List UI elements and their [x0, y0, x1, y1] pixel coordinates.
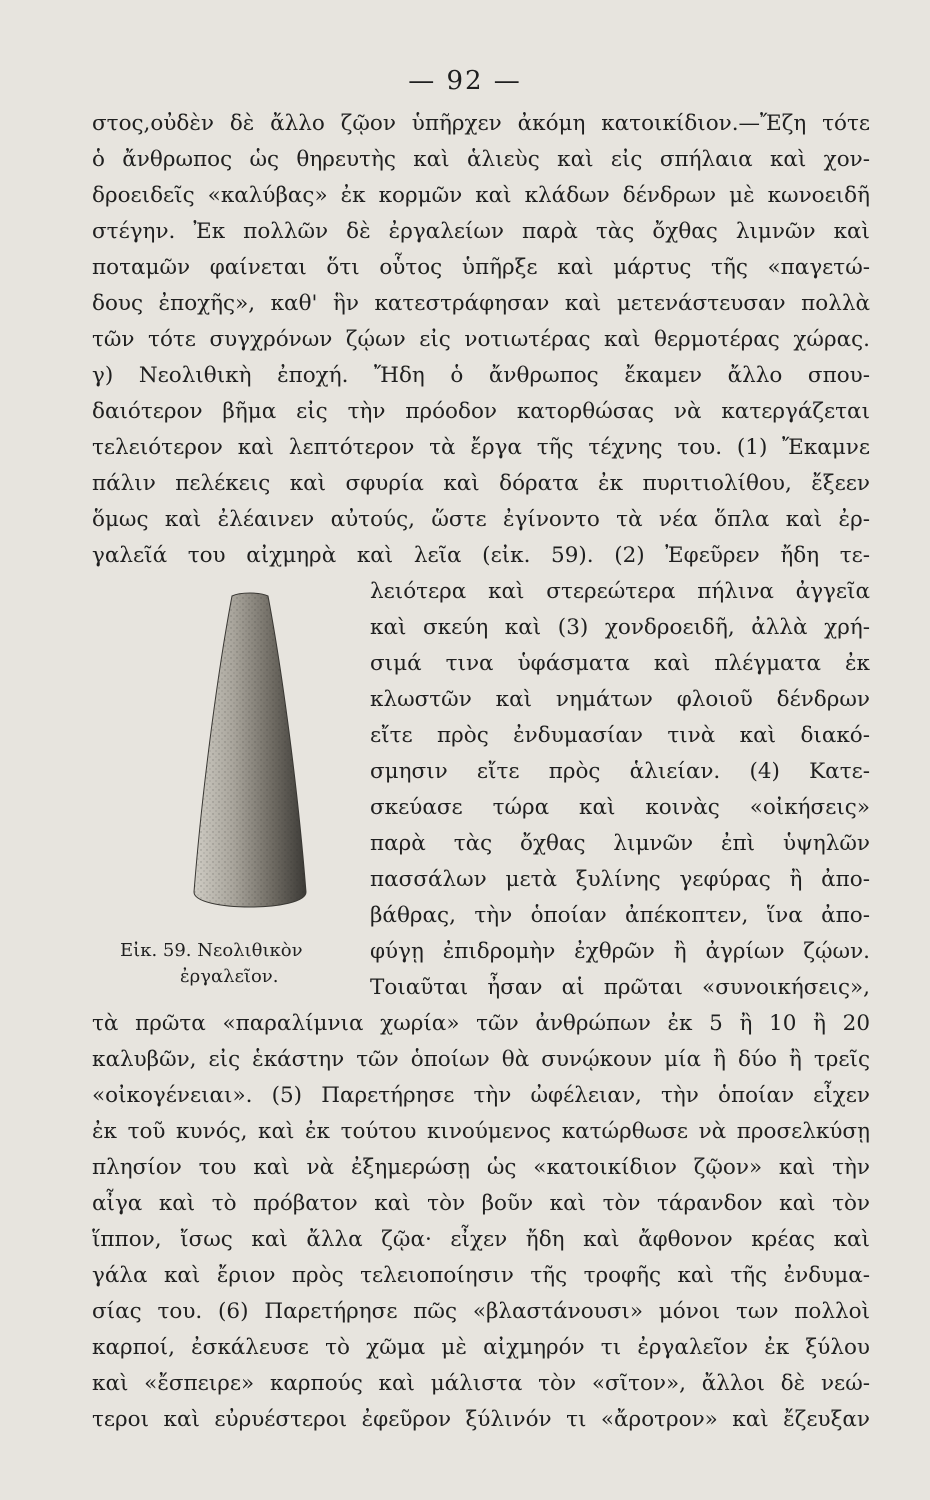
text-line: ἐκ τοῦ κυνός, καὶ ἐκ τούτου κινούμενος κατώρθωσε νὰ προσελκύσῃ [92, 1119, 870, 1144]
neolithic-tool-figure [170, 590, 330, 920]
text-line: πλησίον του καὶ νὰ ἐξημερώσῃ ὡς «κατοικίδιον ζῷον» καὶ τὴν [92, 1155, 870, 1180]
text-line: βάθρας, τὴν ὁποίαν ἀπέκοπτεν, ἵνα ἀπο- [370, 903, 870, 928]
text-line: καὶ σκεύη καὶ (3) χονδροειδῆ, ἀλλὰ χρή- [370, 615, 870, 640]
text-line: καλυβῶν, εἰς ἑκάστην τῶν ὁποίων θὰ συνῴκουν μία ἢ δύο ἢ τρεῖς [92, 1047, 870, 1072]
text-line: δους ἐποχῆς», καθ' ἣν κατεστράφησαν καὶ μετενάστευσαν πολλὰ [92, 291, 870, 316]
text-line: δαιότερον βῆμα εἰς τὴν πρόοδον κατορθώσας νὰ κατεργάζεται [92, 399, 870, 424]
figure-caption-line-2: ἐργαλεῖον. [180, 966, 279, 987]
text-line: τεροι καὶ εὐρυέστεροι ἐφεῦρον ξύλινόν τι «ἄροτρον» καὶ ἔζευξαν [92, 1407, 870, 1432]
text-line: πάλιν πελέκεις καὶ σφυρία καὶ δόρατα ἐκ πυριτιολίθου, ἔξεεν [92, 471, 870, 496]
text-line: γαλεῖά του αἰχμηρὰ καὶ λεῖα (εἰκ. 59). (2) Ἐφεῦρεν ἤδη τε- [92, 543, 870, 568]
text-line: καρποί, ἐσκάλευσε τὸ χῶμα μὲ αἰχμηρόν τι ἐργαλεῖον ἐκ ξύλου [92, 1335, 870, 1360]
text-line: τελειότερον καὶ λεπτότερον τὰ ἔργα τῆς τέχνης του. (1) Ἔκαμνε [92, 435, 870, 460]
text-line: σμησιν εἴτε πρὸς ἁλιείαν. (4) Κατε- [370, 759, 870, 784]
text-line: πασσάλων μετὰ ξυλίνης γεφύρας ἢ ἀπο- [370, 867, 870, 892]
text-line: δροειδεῖς «καλύβας» ἐκ κορμῶν καὶ κλάδων δένδρων μὲ κωνοειδῆ [92, 183, 870, 208]
text-line: αἶγα καὶ τὸ πρόβατον καὶ τὸν βοῦν καὶ τὸν τάρανδον καὶ τὸν [92, 1191, 870, 1216]
figure-caption-line-1: Εἰκ. 59. Νεολιθικὸν [120, 940, 303, 961]
text-line: καὶ «ἔσπειρε» καρπούς καὶ μάλιστα τὸν «σῖτον», ἄλλοι δὲ νεώ- [92, 1371, 870, 1396]
text-line: σιμά τινα ὑφάσματα καὶ πλέγματα ἐκ [370, 651, 870, 676]
text-line: κλωστῶν καὶ νημάτων φλοιοῦ δένδρων [370, 687, 870, 712]
text-line: «οἰκογένειαι». (5) Παρετήρησε τὴν ὠφέλειαν, τὴν ὁποίαν εἶχεν [92, 1083, 870, 1108]
page-number: — 92 — [408, 66, 522, 96]
text-line: λειότερα καὶ στερεώτερα πήλινα ἀγγεῖα [370, 579, 870, 604]
text-line: σκεύασε τώρα καὶ κοινὰς «οἰκήσεις» [370, 795, 870, 820]
text-line: γάλα καὶ ἔριον πρὸς τελειοποίησιν τῆς τροφῆς καὶ τῆς ἐνδυμα- [92, 1263, 870, 1288]
text-line: τὰ πρῶτα «παραλίμνια χωρία» τῶν ἀνθρώπων ἐκ 5 ἢ 10 ἢ 20 [92, 1011, 870, 1036]
text-line: Τοιαῦται ἦσαν αἱ πρῶται «συνοικήσεις», [370, 975, 870, 1000]
text-line: παρὰ τὰς ὄχθας λιμνῶν ἐπὶ ὑψηλῶν [370, 831, 870, 856]
text-line: σίας του. (6) Παρετήρησε πῶς «βλαστάνουσι» μόνοι των πολλοὶ [92, 1299, 870, 1324]
text-line: στος,οὐδὲν δὲ ἄλλο ζῷον ὑπῆρχεν ἀκόμη κατοικίδιον.—Ἔζη τότε [92, 111, 870, 136]
text-line: ἵππον, ἴσως καὶ ἄλλα ζῷα· εἶχεν ἤδη καὶ ἄφθονον κρέας καὶ [92, 1227, 870, 1252]
text-line: τῶν τότε συγχρόνων ζῴων εἰς νοτιωτέρας καὶ θερμοτέρας χώρας. [92, 327, 870, 352]
text-line: φύγῃ ἐπιδρομὴν ἐχθρῶν ἢ ἀγρίων ζῴων. [370, 939, 870, 964]
section-heading-line: γ) Νεολιθικὴ ἐποχή. Ἤδη ὁ ἄνθρωπος ἔκαμεν ἄλλο σπου- [92, 363, 870, 388]
stone-tool-illustration [170, 590, 330, 920]
text-line: ποταμῶν φαίνεται ὅτι οὗτος ὑπῆρξε καὶ μάρτυς τῆς «παγετώ- [92, 255, 870, 280]
text-line: ὁ ἄνθρωπος ὡς θηρευτὴς καὶ ἁλιεὺς καὶ εἰς σπήλαια καὶ χον- [92, 147, 870, 172]
text-line: ὅμως καὶ ἐλέαινεν αὐτούς, ὥστε ἐγίνοντο τὰ νέα ὅπλα καὶ ἐρ- [92, 507, 870, 532]
text-line: εἴτε πρὸς ἐνδυμασίαν τινὰ καὶ διακό- [370, 723, 870, 748]
text-line: στέγην. Ἐκ πολλῶν δὲ ἐργαλείων παρὰ τὰς ὄχθας λιμνῶν καὶ [92, 219, 870, 244]
